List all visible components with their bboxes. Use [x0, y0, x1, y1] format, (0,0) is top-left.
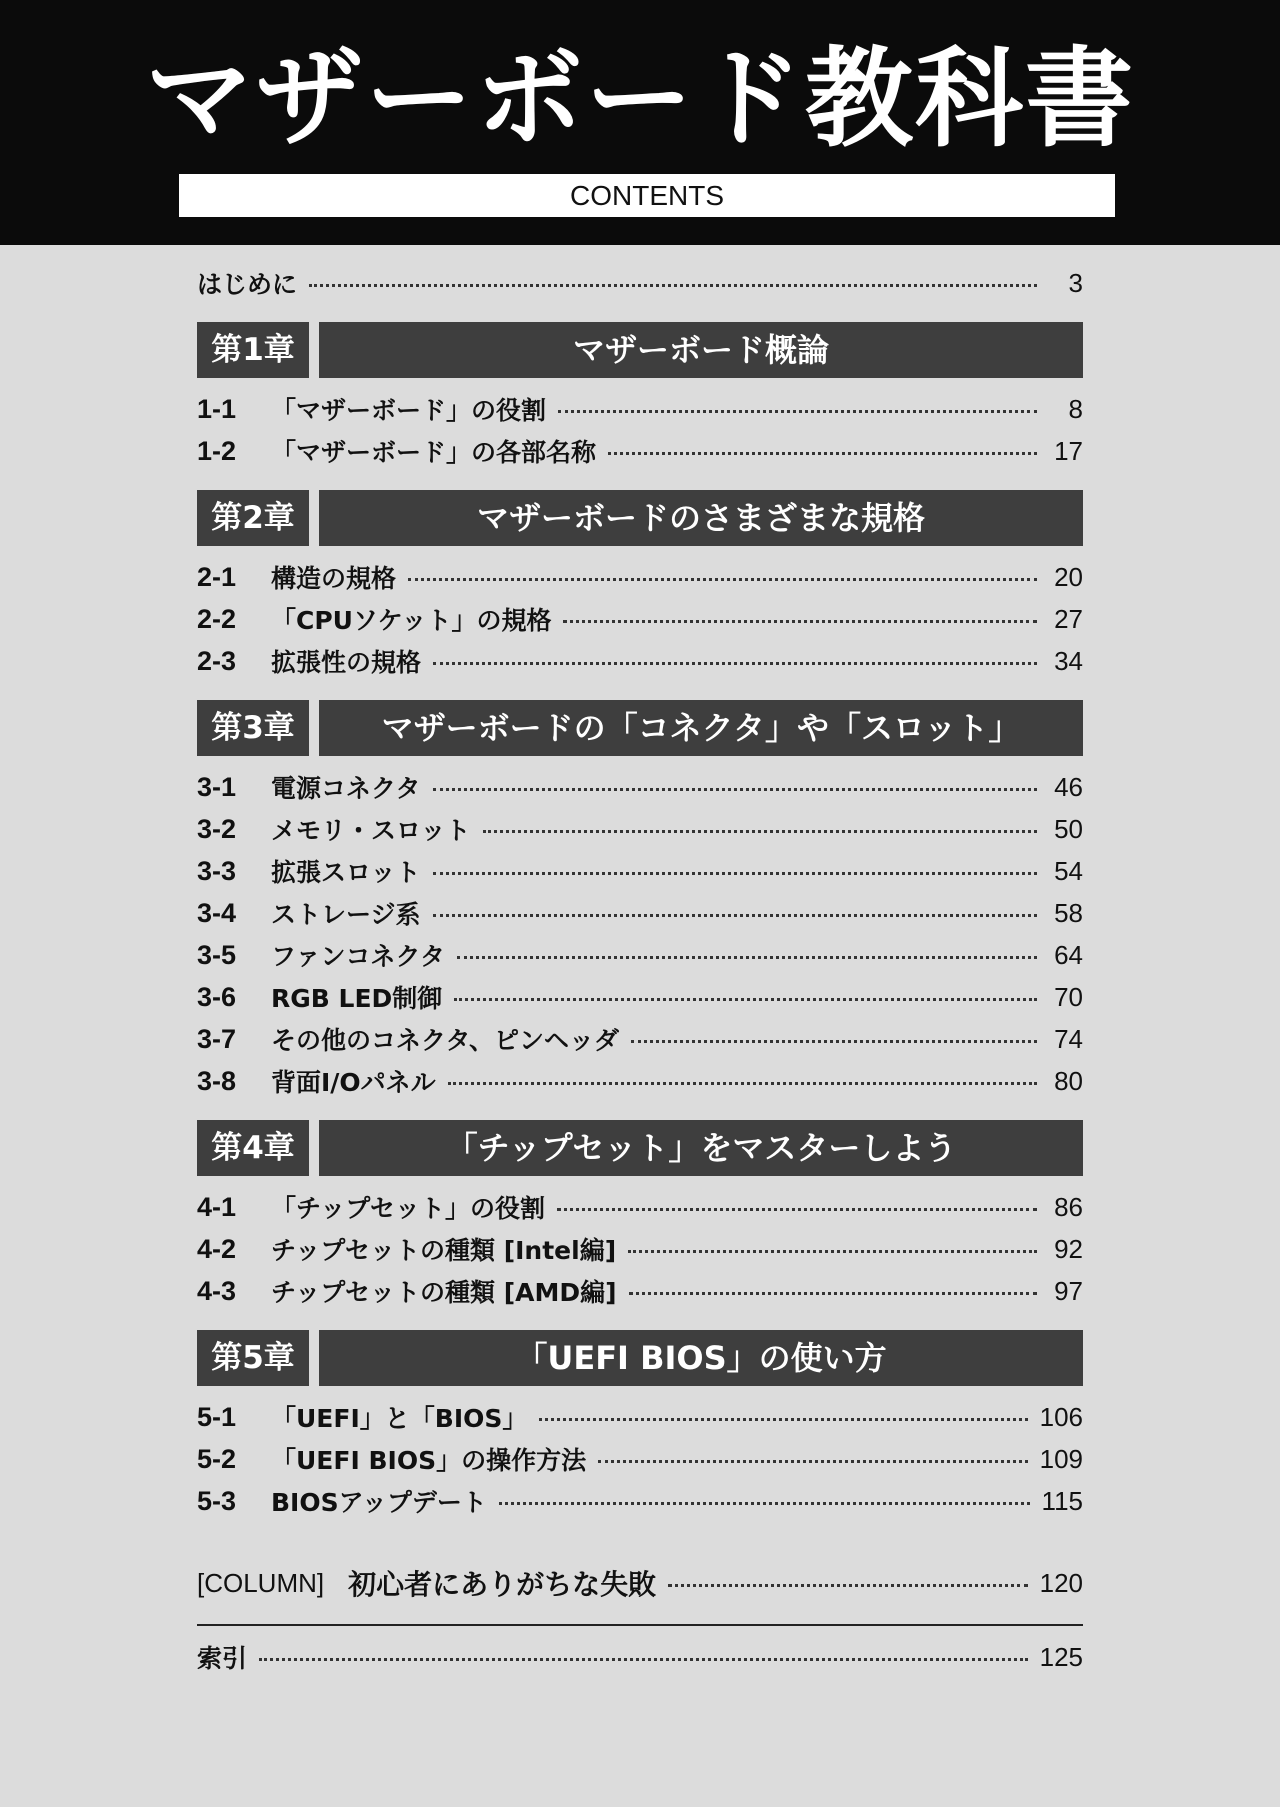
section-number: 3-7: [197, 1023, 237, 1054]
section-number: 3-5: [197, 939, 237, 970]
toc-entry-column[interactable]: [197, 1562, 1083, 1604]
leader-dots: [668, 1584, 1027, 1587]
toc-entry-page: 115: [1041, 1485, 1083, 1516]
toc-entry-label: 「CPUソケット」の規格: [271, 606, 552, 635]
section-number: 4-1: [197, 1191, 237, 1222]
toc-entry-label: 構造の規格: [271, 564, 397, 593]
leader-dots: [433, 662, 1037, 665]
toc-entry-page: 70: [1054, 981, 1083, 1012]
toc-entry[interactable]: [197, 808, 1083, 850]
toc-entry-page: 109: [1039, 1443, 1083, 1474]
toc-entry-label: BIOSアップデート: [271, 1488, 487, 1517]
section-number: 2-2: [197, 603, 237, 634]
contents-heading: CONTENTS: [179, 174, 1115, 217]
leader-dots: [433, 872, 1037, 875]
toc-entry-label: 「マザーボード」の各部名称: [271, 438, 597, 467]
book-title: マザーボード教科書: [144, 37, 1135, 162]
toc-entry-intro[interactable]: [197, 262, 1083, 304]
toc-entry-page: 106: [1039, 1401, 1083, 1432]
toc-entry-label: 背面I/Oパネル: [271, 1068, 436, 1097]
leader-dots: [628, 1250, 1037, 1253]
toc-entry-label: 「マザーボード」の役割: [271, 396, 547, 425]
toc-entry[interactable]: [197, 766, 1083, 808]
section-number: 3-8: [197, 1065, 237, 1096]
toc-entry-label: ストレージ系: [271, 900, 421, 929]
toc-entry[interactable]: [197, 1438, 1083, 1480]
leader-dots: [433, 788, 1037, 791]
toc-entry-label: チップセットの種類 [AMD編]: [271, 1278, 617, 1307]
leader-dots: [563, 620, 1037, 623]
toc-entry-page: 97: [1054, 1275, 1083, 1306]
section-number: 5-2: [197, 1443, 237, 1474]
toc-entry-label: 「UEFI」と「BIOS」: [271, 1404, 528, 1433]
toc-entry-page: 20: [1054, 561, 1083, 592]
toc-entry[interactable]: [197, 1396, 1083, 1438]
chapter-number: 第3章: [197, 700, 309, 756]
toc-entry[interactable]: [197, 1018, 1083, 1060]
section-number: 2-3: [197, 645, 237, 676]
toc-entry[interactable]: [197, 430, 1083, 472]
toc-entry[interactable]: [197, 640, 1083, 682]
toc-entry-label: メモリ・スロット: [271, 816, 471, 845]
column-tag: [COLUMN]: [197, 1567, 325, 1598]
toc-entry[interactable]: [197, 850, 1083, 892]
toc-entry-page: 3: [1068, 267, 1083, 298]
toc-entry[interactable]: [197, 976, 1083, 1018]
section-number: 1-2: [197, 435, 237, 466]
chapter-title: 「チップセット」をマスターしよう: [319, 1120, 1083, 1176]
toc-entry-page: 125: [1039, 1641, 1083, 1672]
section-number: 4-3: [197, 1275, 237, 1306]
toc-entry-label: チップセットの種類 [Intel編]: [271, 1236, 617, 1265]
section-number: 3-2: [197, 813, 237, 844]
toc-entry-page: 74: [1054, 1023, 1083, 1054]
toc-entry[interactable]: [197, 388, 1083, 430]
section-number: 3-4: [197, 897, 237, 928]
chapter-title: 「UEFI BIOS」の使い方: [319, 1330, 1083, 1386]
chapter-number: 第2章: [197, 490, 309, 546]
chapter-title: マザーボードの「コネクタ」や「スロット」: [319, 700, 1083, 756]
toc-entry-label: はじめに: [197, 270, 298, 299]
toc-entry-page: 92: [1054, 1233, 1083, 1264]
toc-entry-label: RGB LED制御: [271, 984, 443, 1013]
toc-entry-page: 80: [1054, 1065, 1083, 1096]
toc-entry-page: 17: [1054, 435, 1083, 466]
toc-entry-page: 8: [1068, 393, 1083, 424]
section-number: 5-3: [197, 1485, 237, 1516]
toc-entry-page: 64: [1054, 939, 1083, 970]
title-band: [0, 0, 1280, 245]
toc-entry-page: 58: [1054, 897, 1083, 928]
chapter-heading-3[interactable]: [197, 700, 1083, 756]
leader-dots: [539, 1418, 1027, 1421]
leader-dots: [448, 1082, 1037, 1085]
leader-dots: [457, 956, 1037, 959]
toc-entry-label: 拡張スロット: [271, 858, 421, 887]
toc-entry[interactable]: [197, 1186, 1083, 1228]
divider: [197, 1624, 1083, 1626]
leader-dots: [631, 1040, 1037, 1043]
leader-dots: [433, 914, 1037, 917]
toc-entry-label: 初心者にありがちな失敗: [348, 1568, 657, 1601]
toc-entry[interactable]: [197, 1480, 1083, 1522]
section-number: 4-2: [197, 1233, 237, 1264]
toc-entry[interactable]: [197, 556, 1083, 598]
section-number: 5-1: [197, 1401, 237, 1432]
toc-entry[interactable]: [197, 1060, 1083, 1102]
leader-dots: [499, 1502, 1030, 1505]
toc-entry-label: 「チップセット」の役割: [271, 1194, 546, 1223]
toc-entry-page: 120: [1039, 1567, 1083, 1598]
toc-entry-page: 50: [1054, 813, 1083, 844]
toc-entry[interactable]: [197, 1228, 1083, 1270]
leader-dots: [598, 1460, 1028, 1463]
leader-dots: [309, 284, 1037, 287]
chapter-title: マザーボード概論: [319, 322, 1083, 378]
toc-entry[interactable]: [197, 1270, 1083, 1312]
toc-entry-label: 「UEFI BIOS」の操作方法: [271, 1446, 587, 1475]
leader-dots: [454, 998, 1037, 1001]
toc-entry-page: 27: [1054, 603, 1083, 634]
chapter-heading-4[interactable]: [197, 1120, 1083, 1176]
section-number: 2-1: [197, 561, 237, 592]
chapter-number: 第4章: [197, 1120, 309, 1176]
chapter-heading-1[interactable]: [197, 322, 1083, 378]
toc-entry-label: ファンコネクタ: [271, 942, 446, 971]
toc-entry[interactable]: [197, 598, 1083, 640]
toc-entry-index[interactable]: [197, 1636, 1083, 1678]
table-of-contents: [197, 262, 1083, 1678]
leader-dots: [558, 410, 1037, 413]
toc-entry[interactable]: [197, 892, 1083, 934]
leader-dots: [408, 578, 1037, 581]
chapter-heading-2[interactable]: [197, 490, 1083, 546]
toc-entry-label: 拡張性の規格: [271, 648, 422, 677]
toc-entry-label: 索引: [197, 1644, 248, 1673]
chapter-title: マザーボードのさまざまな規格: [319, 490, 1083, 546]
section-number: 1-1: [197, 393, 237, 424]
toc-entry-page: 46: [1054, 771, 1083, 802]
leader-dots: [259, 1658, 1028, 1661]
toc-entry-label: その他のコネクタ、ピンヘッダ: [271, 1026, 620, 1055]
section-number: 3-3: [197, 855, 237, 886]
toc-entry-page: 86: [1054, 1191, 1083, 1222]
toc-entry-page: 34: [1054, 645, 1083, 676]
leader-dots: [557, 1208, 1037, 1211]
section-number: 3-1: [197, 771, 237, 802]
section-number: 3-6: [197, 981, 237, 1012]
chapter-number: 第1章: [197, 322, 309, 378]
leader-dots: [629, 1292, 1037, 1295]
chapter-heading-5[interactable]: [197, 1330, 1083, 1386]
leader-dots: [608, 452, 1037, 455]
leader-dots: [483, 830, 1037, 833]
toc-entry-page: 54: [1054, 855, 1083, 886]
toc-entry-label: 電源コネクタ: [271, 774, 421, 803]
chapter-number: 第5章: [197, 1330, 309, 1386]
toc-entry[interactable]: [197, 934, 1083, 976]
